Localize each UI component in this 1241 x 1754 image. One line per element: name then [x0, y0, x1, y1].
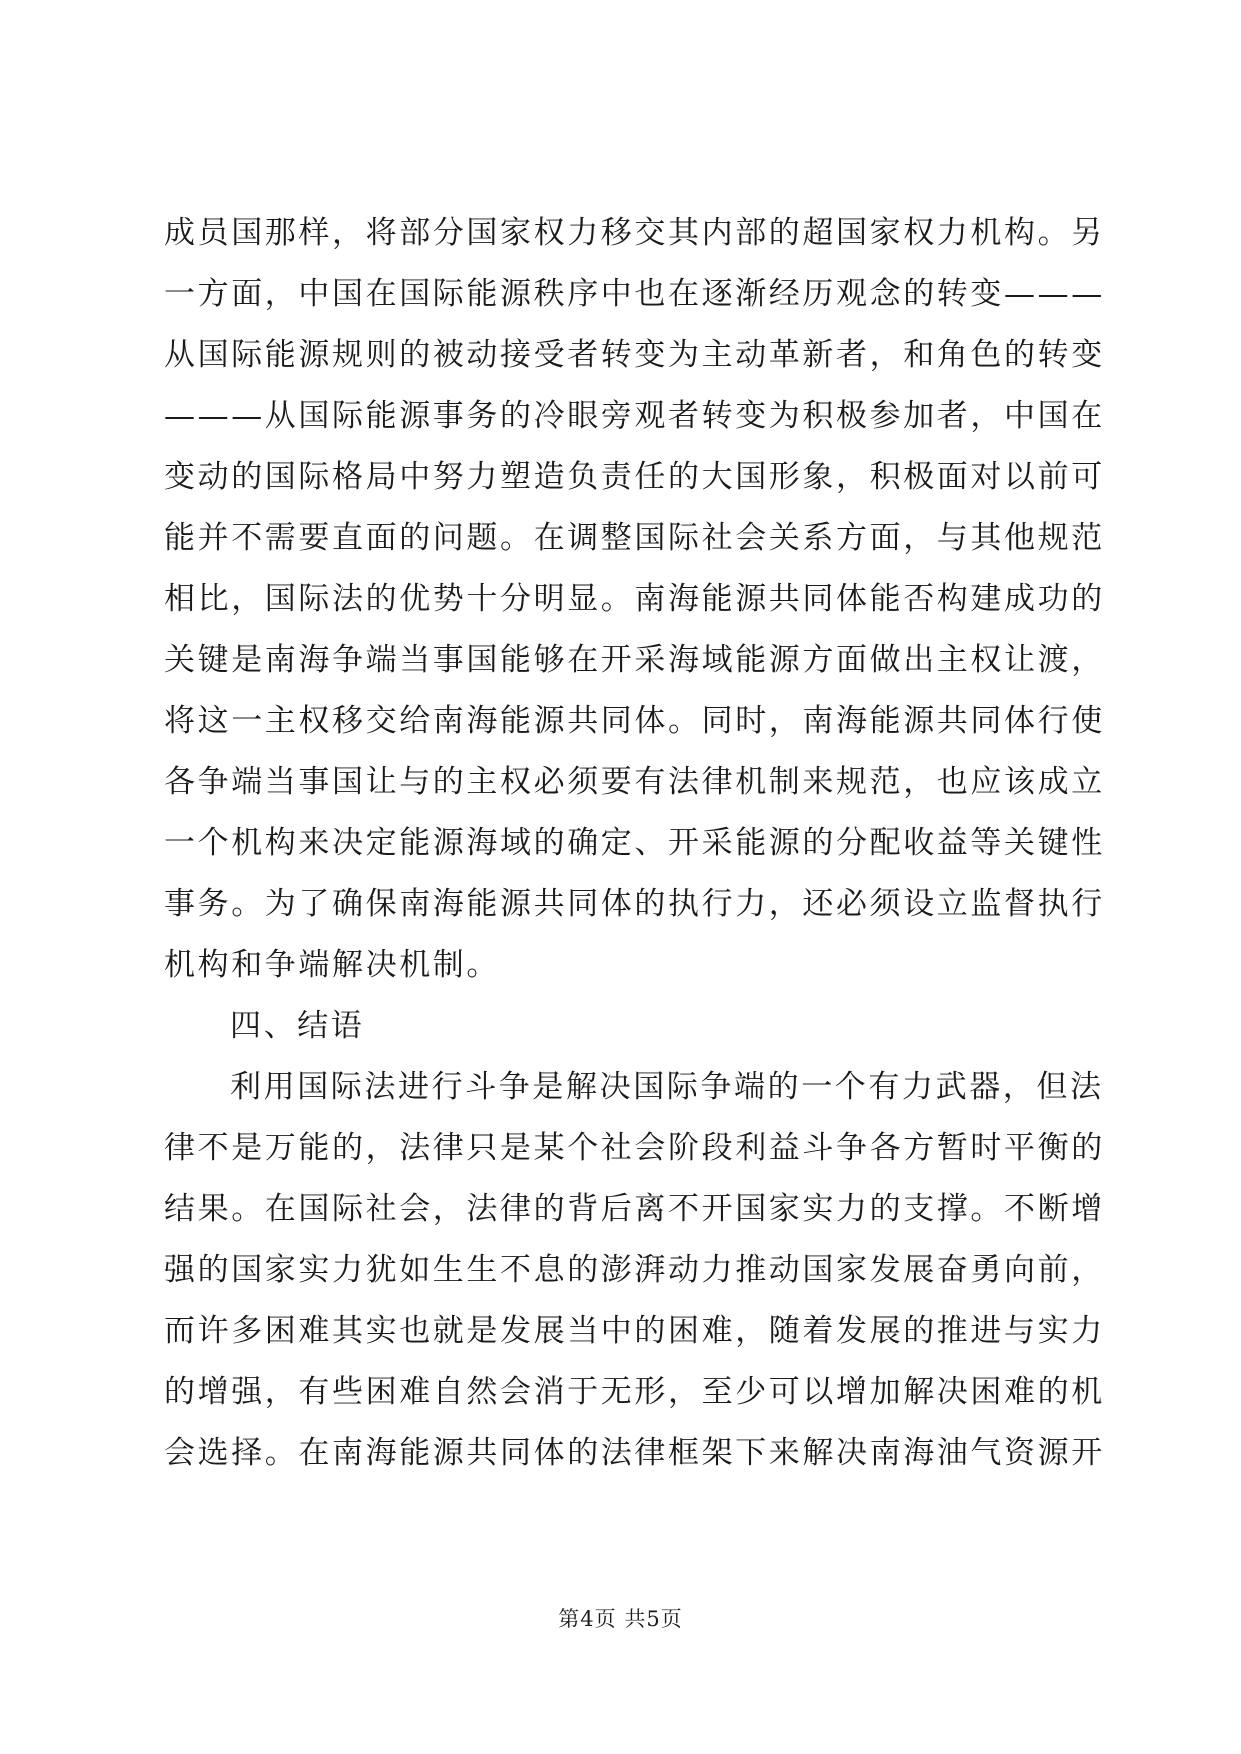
text-line: 而许多困难其实也就是发展当中的困难，随着发展的推进与实力	[164, 1313, 1105, 1349]
text-line: 各争端当事国让与的主权必须要有法律机制来规范，也应该成立	[164, 764, 1105, 800]
text-line: 利用国际法进行斗争是解决国际争端的一个有力武器，但法	[230, 1069, 1104, 1105]
text-line: ———从国际能源事务的冷眼旁观者转变为积极参加者，中国在	[164, 398, 1105, 434]
section-heading: 四、结语	[230, 1008, 365, 1044]
text-line: 相比，国际法的优势十分明显。南海能源共同体能否构建成功的	[164, 581, 1105, 617]
text-line: 一方面，中国在国际能源秩序中也在逐渐经历观念的转变———	[164, 276, 1105, 312]
text-line: 将这一主权移交给南海能源共同体。同时，南海能源共同体行使	[164, 703, 1105, 739]
text-line: 一个机构来决定能源海域的确定、开采能源的分配收益等关键性	[164, 825, 1105, 861]
text-line: 律不是万能的，法律只是某个社会阶段利益斗争各方暂时平衡的	[164, 1130, 1105, 1166]
text-line: 能并不需要直面的问题。在调整国际社会关系方面，与其他规范	[164, 520, 1105, 556]
text-line: 变动的国际格局中努力塑造负责任的大国形象，积极面对以前可	[164, 459, 1105, 495]
text-line: 的增强，有些困难自然会消于无形，至少可以增加解决困难的机	[164, 1374, 1105, 1410]
text-line: 会选择。在南海能源共同体的法律框架下来解决南海油气资源开	[164, 1435, 1105, 1471]
text-line: 事务。为了确保南海能源共同体的执行力，还必须设立监督执行	[164, 886, 1105, 922]
page-number-footer: 第4页 共5页	[558, 1607, 683, 1631]
text-line: 结果。在国际社会，法律的背后离不开国家实力的支撑。不断增	[164, 1191, 1105, 1227]
text-line: 机构和争端解决机制。	[164, 947, 500, 983]
text-line: 从国际能源规则的被动接受者转变为主动革新者，和角色的转变	[164, 337, 1105, 373]
text-line: 强的国家实力犹如生生不息的澎湃动力推动国家发展奋勇向前，	[164, 1252, 1105, 1288]
body-text	[164, 203, 1105, 1484]
text-line: 成员国那样，将部分国家权力移交其内部的超国家权力机构。另	[164, 215, 1105, 251]
text-line: 关键是南海争端当事国能够在开采海域能源方面做出主权让渡，	[164, 642, 1105, 678]
